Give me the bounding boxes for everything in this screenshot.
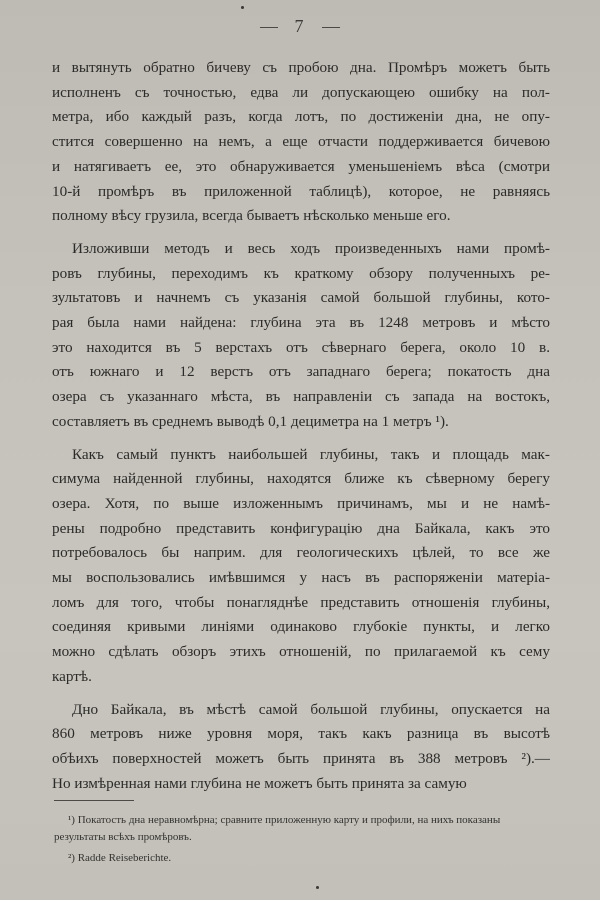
text-line: отъ южнаго и 12 верстъ отъ западнаго берега; покатость дна: [52, 363, 550, 381]
text-line: озера. Хотя, по выше изложеннымъ причинамъ, мы и не намѣ-: [52, 494, 550, 512]
text-line: метра, ибо каждый разъ, когда лотъ, по достиженіи дна, не опу-: [52, 108, 550, 126]
text-line: рая была нами найдена: глубина эта въ 1248 метровъ и мѣсто: [52, 314, 550, 332]
page-number: 7: [294, 16, 306, 36]
text-line: зультатовъ и начнемъ съ указанія самой большой глубины, кото-: [52, 289, 550, 307]
text-line: потребовалось бы наприм. для геологическихъ цѣлей, то все же: [52, 544, 550, 562]
text-line: Какъ самый пунктъ наибольшей глубины, такъ и площадь мак-: [72, 445, 550, 463]
text-line: обѣихъ поверхностей можетъ быть принята въ 388 метровъ ²).—: [52, 749, 550, 767]
text-line: ровъ глубины, переходимъ къ краткому обзору полученныхъ ре-: [52, 264, 550, 282]
paragraph: [52, 698, 550, 797]
text-line: 10-й промѣръ въ приложенной таблицѣ), которое, не равняясь: [52, 182, 550, 200]
paragraph: [52, 443, 550, 690]
paragraph: [52, 56, 550, 229]
text-line: это находится въ 5 верстахъ отъ сѣвернаго берега, около 10 в.: [52, 338, 550, 356]
text-line: мы воспользовались имѣвшимся у насъ въ распоряженіи матеріа-: [52, 569, 550, 587]
print-speck-top: [241, 6, 244, 9]
text-line: картѣ.: [52, 667, 92, 685]
footnotes: [54, 812, 550, 867]
footnote-separator: [54, 800, 134, 801]
text-line: симума найденной глубины, находятся ближе къ сѣверному берегу: [52, 470, 550, 488]
text-line: Дно Байкала, въ мѣстѣ самой большой глубины, опускается на: [72, 700, 550, 718]
text-line: рены подробно представить конфигурацію дна Байкала, какъ это: [52, 519, 550, 537]
paragraph: [52, 237, 550, 435]
text-line: стится совершенно на немъ, а еще отчасти поддерживается бичевою: [52, 133, 550, 151]
text-line: и натягиваетъ ее, это обнаруживается уменьшеніемъ вѣса (смотри: [52, 157, 550, 175]
footnote: ¹) Покатость дна неравномѣрна; сравните приложенную карту и профили, на нихъ показаны результаты всѣхъ промѣровъ.: [54, 814, 501, 843]
text-line: исполненъ съ точностью, едва ли допускающею ошибку на пол-: [52, 83, 550, 101]
text-line: Но измѣренная нами глубина не можетъ быть принята за самую: [52, 774, 467, 792]
text-line: Изложивши методъ и весь ходъ произведенныхъ нами промѣ-: [72, 239, 550, 257]
text-line: можно сдѣлать обзоръ этихъ отношеній, по прилагаемой къ сему: [52, 643, 550, 661]
text-line: полному вѣсу грузила, всегда бываетъ нѣсколько меньше его.: [52, 207, 451, 225]
text-line: соединяя кривыми линіями одинаково глубокіе пункты, и легко: [52, 618, 550, 636]
header-dash-right: [322, 27, 340, 28]
page-header: [0, 16, 600, 37]
text-line: ломъ для того, чтобы понагляднѣе представить отношенія глубины,: [52, 593, 550, 611]
footnote: ²) Radde Reiseberichte.: [68, 852, 172, 864]
text-line: и вытянуть обратно бичеву съ пробою дна. Промѣръ можетъ быть: [52, 59, 550, 76]
print-speck-bottom: [316, 886, 319, 889]
text-line: 860 метровъ ниже уровня моря, такъ какъ разница въ высотѣ: [52, 725, 550, 743]
text-line: составляетъ въ среднемъ выводѣ 0,1 дециметра на 1 метръ ¹).: [52, 412, 449, 430]
body-text: [52, 56, 550, 796]
text-line: озера съ указаннаго мѣста, въ направленіи съ запада на востокъ,: [52, 388, 550, 406]
header-dash-left: [260, 27, 278, 28]
